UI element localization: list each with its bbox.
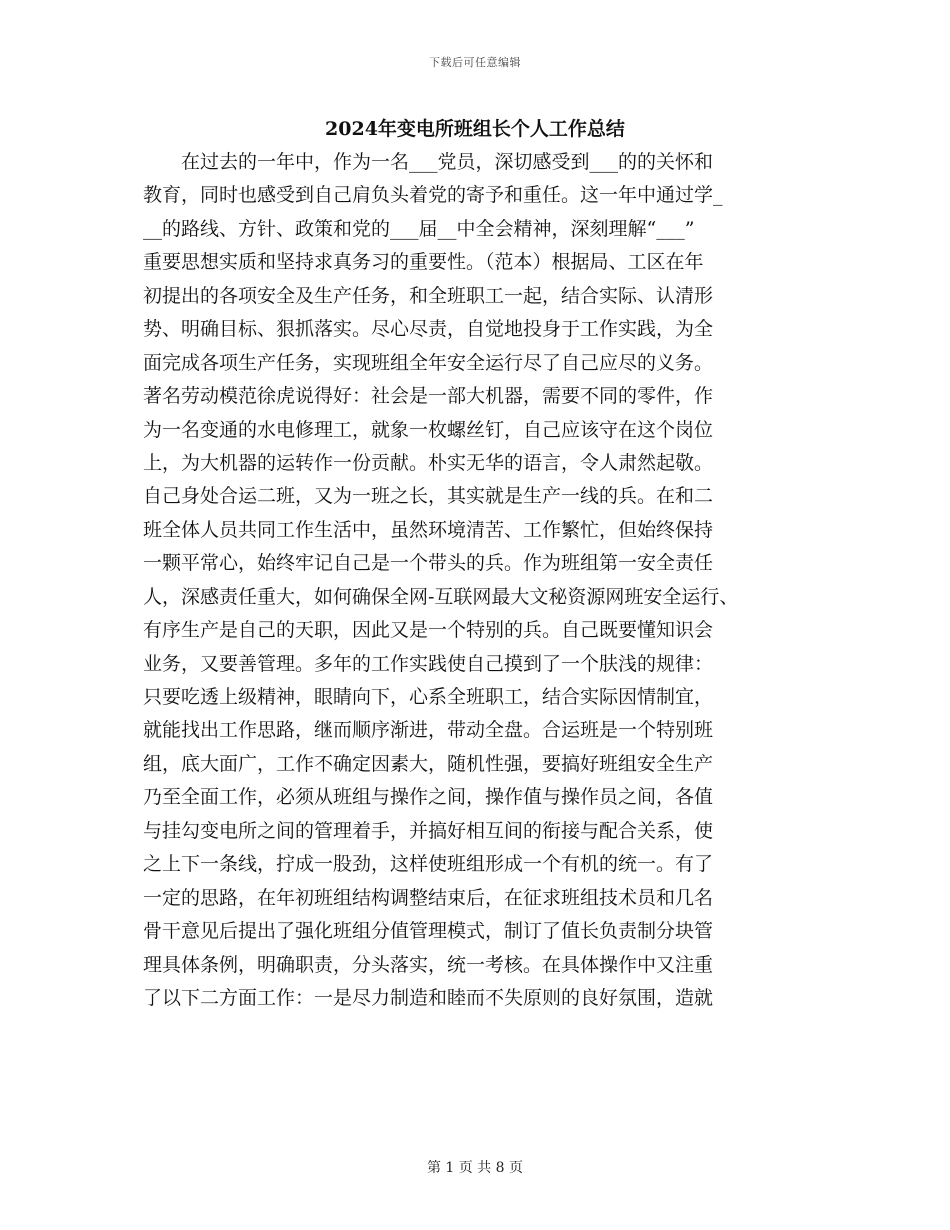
body-line: 人，深感责任重大，如何确保全网-互联网最大文秘资源网班安全运行、 xyxy=(143,585,739,608)
body-line: 一颗平常心，始终牢记自己是一个带头的兵。作为班组第一安全责任 xyxy=(143,552,714,575)
body-line: 乃至全面工作，必须从班组与操作之间，操作值与操作员之间，各值 xyxy=(143,786,714,809)
body-line: 理具体条例，明确职责，分头落实，统一考核。在具体操作中又注重 xyxy=(143,953,714,976)
header-note: 下载后可任意编辑 xyxy=(429,56,521,69)
body-line: 了以下二方面工作：一是尽力制造和睦而不失原则的良好氛围，造就 xyxy=(143,986,714,1009)
body-line: 只要吃透上级精神，眼睛向下，心系全班职工，结合实际因情制宜， xyxy=(143,686,714,708)
body-line: 在过去的一年中，作为一名___党员，深切感受到___的的关怀和 xyxy=(143,151,714,173)
body-line: 骨干意见后提出了强化班组分值管理模式，制订了值长负责制分块管 xyxy=(143,920,714,943)
body-line: 就能找出工作思路，继而顺序渐进，带动全盘。合运班是一个特别班 xyxy=(143,719,714,742)
body-line: 业务，又要善管理。多年的工作实践使自己摸到了一个肤浅的规律： xyxy=(143,652,714,675)
page-number: 第 1 页 共 8 页 xyxy=(426,1160,524,1176)
body-line: 一定的思路，在年初班组结构调整结束后，在征求班组技术员和几名 xyxy=(143,886,714,909)
body-line: 之上下一条线，拧成一股劲，这样使班组形成一个有机的统一。有了 xyxy=(143,853,714,876)
document-body xyxy=(143,146,823,1015)
body-line: 面完成各项生产任务，实现班组全年安全运行尽了自己应尽的义务。 xyxy=(143,351,714,374)
body-line: 为一名变通的水电修理工，就象一枚螺丝钉，自己应该守在这个岗位 xyxy=(143,418,714,441)
document-title: 2024年变电所班组长个人工作总结 xyxy=(325,118,625,140)
body-line: 上，为大机器的运转作一份贡献。朴实无华的语言，令人肃然起敬。 xyxy=(143,451,714,474)
body-line: 班全体人员共同工作生活中，虽然环境清苦、工作繁忙，但始终保持 xyxy=(143,518,714,541)
body-line: 重要思想实质和坚持求真务习的重要性。（范本）根据局、工区在年 xyxy=(143,251,704,274)
body-line: 著名劳动模范徐虎说得好：社会是一部大机器，需要不同的零件，作 xyxy=(143,385,714,408)
body-line: 初提出的各项安全及生产任务，和全班职工一起，结合实际、认清形 xyxy=(143,284,714,307)
body-line: 与挂勾变电所之间的管理着手，并搞好相互间的衔接与配合关系，使 xyxy=(143,819,714,842)
body-line: __的路线、方针、政策和党的___届__中全会精神，深刻理解“___” xyxy=(143,217,695,240)
body-line: 教育，同时也感受到自己肩负头着党的寄予和重任。这一年中通过学_ xyxy=(143,184,723,207)
body-line: 有序生产是自己的天职，因此又是一个特别的兵。自己既要懂知识会 xyxy=(143,619,714,642)
body-line: 自己身处合运二班，又为一班之长，其实就是生产一线的兵。在和二 xyxy=(143,485,714,508)
body-line: 组，底大面广，工作不确定因素大，随机性强，要搞好班组安全生产 xyxy=(143,752,714,775)
body-line: 势、明确目标、狠抓落实。尽心尽责，自觉地投身于工作实践，为全 xyxy=(143,318,714,341)
